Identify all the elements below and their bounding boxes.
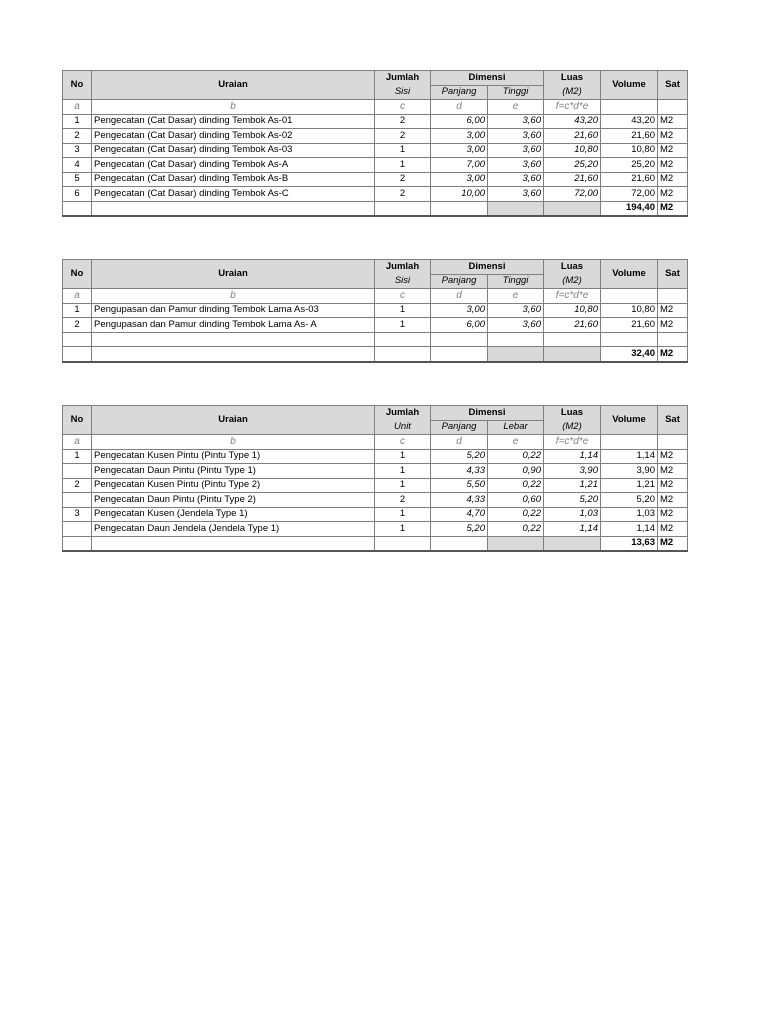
cell-uraian: Pengecatan Daun Pintu (Pintu Type 2) [92, 493, 375, 508]
cell-volume: 21,60 [601, 129, 658, 144]
cell-jumlah: 1 [375, 464, 431, 479]
total-row [63, 347, 688, 362]
cell-dim-1: 3,00 [431, 303, 488, 318]
table-row [63, 143, 688, 158]
cell-jumlah: 1 [375, 478, 431, 493]
empty-cell [431, 201, 488, 216]
shaded-cell [544, 201, 601, 216]
cell-dim-1: 5,20 [431, 449, 488, 464]
cell-jumlah: 2 [375, 129, 431, 144]
cell-uraian: Pengecatan (Cat Dasar) dinding Tembok As-B [92, 172, 375, 187]
header-jumlah: Jumlah [375, 71, 431, 86]
cell-volume: 5,20 [601, 493, 658, 508]
empty-cell [601, 100, 658, 115]
total-volume: 32,40 [601, 347, 658, 362]
cell-jumlah: 1 [375, 143, 431, 158]
cell-no: 2 [63, 478, 92, 493]
cell-sat: M2 [658, 493, 688, 508]
cell-no [63, 464, 92, 479]
cell-dim-1: 4,70 [431, 507, 488, 522]
cell-dim-2: 3,60 [488, 318, 544, 333]
cell-no: 5 [63, 172, 92, 187]
header-luas-unit: (M2) [544, 274, 601, 289]
cell-sat: M2 [658, 478, 688, 493]
cell-uraian: Pengecatan (Cat Dasar) dinding Tembok As-C [92, 187, 375, 202]
empty-cell [658, 100, 688, 115]
header-luas: Luas [544, 260, 601, 275]
cell-dim-2: 3,60 [488, 114, 544, 129]
empty-cell [63, 347, 92, 362]
cell-volume: 43,20 [601, 114, 658, 129]
column-letter: d [431, 100, 488, 115]
column-letters-row [63, 100, 688, 115]
cell-luas: 10,80 [544, 303, 601, 318]
cell-dim-2: 0,22 [488, 522, 544, 537]
cell-jumlah: 1 [375, 449, 431, 464]
header-uraian: Uraian [92, 406, 375, 435]
empty-cell [375, 201, 431, 216]
header-no: No [63, 406, 92, 435]
cell-luas [544, 332, 601, 347]
total-sat: M2 [658, 536, 688, 551]
table-row [63, 493, 688, 508]
cell-uraian [92, 332, 375, 347]
cell-luas: 10,80 [544, 143, 601, 158]
cell-dim-2: 3,60 [488, 303, 544, 318]
shaded-cell [544, 536, 601, 551]
cell-jumlah: 1 [375, 158, 431, 173]
cell-dim-2: 0,60 [488, 493, 544, 508]
table-row [63, 464, 688, 479]
cell-volume: 1,21 [601, 478, 658, 493]
header-sat: Sat [658, 406, 688, 435]
table-row [63, 522, 688, 537]
cell-dim-1: 5,20 [431, 522, 488, 537]
empty-cell [658, 289, 688, 304]
cell-dim-1: 3,00 [431, 172, 488, 187]
cell-jumlah: 1 [375, 318, 431, 333]
total-row [63, 536, 688, 551]
header-sat: Sat [658, 260, 688, 289]
column-letter: a [63, 100, 92, 115]
column-letter: e [488, 289, 544, 304]
cell-luas: 1,21 [544, 478, 601, 493]
header-dimensi: Dimensi [431, 71, 544, 86]
empty-cell [658, 435, 688, 450]
cell-no: 1 [63, 303, 92, 318]
empty-cell [63, 201, 92, 216]
header-dim-1: Panjang [431, 85, 488, 100]
column-letter: e [488, 435, 544, 450]
cell-dim-2: 3,60 [488, 129, 544, 144]
header-jumlah-sub: Unit [375, 420, 431, 435]
cell-sat: M2 [658, 172, 688, 187]
header-jumlah-sub: Sisi [375, 274, 431, 289]
cell-dim-1: 4,33 [431, 464, 488, 479]
cell-no [63, 332, 92, 347]
total-sat: M2 [658, 347, 688, 362]
cell-volume: 1,14 [601, 449, 658, 464]
column-letter: c [375, 289, 431, 304]
cell-jumlah: 2 [375, 493, 431, 508]
column-letter: b [92, 289, 375, 304]
cell-jumlah: 1 [375, 303, 431, 318]
cell-no: 6 [63, 187, 92, 202]
column-letter: e [488, 100, 544, 115]
table-row [63, 172, 688, 187]
cell-dim-1: 5,50 [431, 478, 488, 493]
cell-jumlah: 1 [375, 522, 431, 537]
table-row [63, 129, 688, 144]
empty-cell [92, 347, 375, 362]
cell-dim-2: 0,22 [488, 507, 544, 522]
cell-sat: M2 [658, 187, 688, 202]
cell-dim-2: 3,60 [488, 158, 544, 173]
column-letter: d [431, 289, 488, 304]
header-dimensi: Dimensi [431, 406, 544, 421]
cell-volume: 21,60 [601, 172, 658, 187]
header-dim-1: Panjang [431, 420, 488, 435]
header-dim-2: Tinggi [488, 85, 544, 100]
header-uraian: Uraian [92, 71, 375, 100]
cell-dim-1: 7,00 [431, 158, 488, 173]
empty-cell [92, 201, 375, 216]
cell-uraian: Pengupasan dan Pamur dinding Tembok Lama As-03 [92, 303, 375, 318]
total-row [63, 201, 688, 216]
header-luas-unit: (M2) [544, 85, 601, 100]
cell-jumlah: 1 [375, 507, 431, 522]
cell-jumlah: 2 [375, 187, 431, 202]
empty-cell [601, 435, 658, 450]
empty-cell [601, 289, 658, 304]
cell-volume: 1,03 [601, 507, 658, 522]
cell-volume: 10,80 [601, 143, 658, 158]
cell-dim-1: 4,33 [431, 493, 488, 508]
cell-luas: 21,60 [544, 129, 601, 144]
total-sat: M2 [658, 201, 688, 216]
cell-luas: 43,20 [544, 114, 601, 129]
table-row [63, 187, 688, 202]
cell-uraian: Pengecatan Kusen Pintu (Pintu Type 1) [92, 449, 375, 464]
header-sat: Sat [658, 71, 688, 100]
cell-no: 1 [63, 114, 92, 129]
cell-sat: M2 [658, 522, 688, 537]
cell-dim-2: 0,90 [488, 464, 544, 479]
cell-volume: 1,14 [601, 522, 658, 537]
column-letters-row [63, 289, 688, 304]
cell-volume [601, 332, 658, 347]
cell-no [63, 493, 92, 508]
cell-no: 3 [63, 143, 92, 158]
header-no: No [63, 71, 92, 100]
column-letter: d [431, 435, 488, 450]
column-letter: f=c*d*e [544, 435, 601, 450]
cell-no: 2 [63, 318, 92, 333]
cell-volume: 10,80 [601, 303, 658, 318]
empty-cell [63, 536, 92, 551]
cell-jumlah: 2 [375, 114, 431, 129]
table-row [63, 114, 688, 129]
table-row [63, 303, 688, 318]
cell-dim-2: 0,22 [488, 478, 544, 493]
header-dimensi: Dimensi [431, 260, 544, 275]
cell-volume: 72,00 [601, 187, 658, 202]
cell-luas: 21,60 [544, 318, 601, 333]
header-jumlah-sub: Sisi [375, 85, 431, 100]
column-letter: b [92, 100, 375, 115]
cell-dim-1: 6,00 [431, 318, 488, 333]
empty-cell [92, 536, 375, 551]
cell-uraian: Pengecatan (Cat Dasar) dinding Tembok As-02 [92, 129, 375, 144]
quantity-table [62, 259, 688, 363]
empty-cell [431, 536, 488, 551]
total-volume: 194,40 [601, 201, 658, 216]
header-dim-2: Tinggi [488, 274, 544, 289]
header-luas: Luas [544, 406, 601, 421]
cell-uraian: Pengecatan (Cat Dasar) dinding Tembok As-01 [92, 114, 375, 129]
cell-no [63, 522, 92, 537]
table-row [63, 478, 688, 493]
cell-sat: M2 [658, 303, 688, 318]
cell-luas: 21,60 [544, 172, 601, 187]
header-volume: Volume [601, 406, 658, 435]
cell-volume: 21,60 [601, 318, 658, 333]
header-volume: Volume [601, 260, 658, 289]
shaded-cell [544, 347, 601, 362]
header-luas: Luas [544, 71, 601, 86]
shaded-cell [488, 201, 544, 216]
cell-dim-2: 3,60 [488, 172, 544, 187]
quantity-table [62, 405, 688, 552]
header-no: No [63, 260, 92, 289]
cell-sat: M2 [658, 114, 688, 129]
cell-volume: 3,90 [601, 464, 658, 479]
column-letters-row [63, 435, 688, 450]
column-letter: a [63, 289, 92, 304]
shaded-cell [488, 536, 544, 551]
column-letter: c [375, 100, 431, 115]
cell-sat: M2 [658, 464, 688, 479]
total-volume: 13,63 [601, 536, 658, 551]
cell-uraian: Pengecatan Daun Pintu (Pintu Type 1) [92, 464, 375, 479]
empty-cell [431, 347, 488, 362]
cell-sat: M2 [658, 449, 688, 464]
header-luas-unit: (M2) [544, 420, 601, 435]
header-jumlah: Jumlah [375, 406, 431, 421]
cell-no: 3 [63, 507, 92, 522]
shaded-cell [488, 347, 544, 362]
cell-dim-2: 0,22 [488, 449, 544, 464]
cell-uraian: Pengecatan Daun Jendela (Jendela Type 1) [92, 522, 375, 537]
header-jumlah: Jumlah [375, 260, 431, 275]
column-letter: f=c*d*e [544, 100, 601, 115]
cell-sat: M2 [658, 129, 688, 144]
cell-sat: M2 [658, 143, 688, 158]
cell-jumlah: 2 [375, 172, 431, 187]
cell-dim-1: 3,00 [431, 143, 488, 158]
cell-sat [658, 332, 688, 347]
cell-dim-1: 3,00 [431, 129, 488, 144]
cell-no: 2 [63, 129, 92, 144]
table-row [63, 507, 688, 522]
cell-no: 4 [63, 158, 92, 173]
cell-luas: 1,03 [544, 507, 601, 522]
cell-dim-2: 3,60 [488, 187, 544, 202]
header-uraian: Uraian [92, 260, 375, 289]
cell-uraian: Pengupasan dan Pamur dinding Tembok Lama As- A [92, 318, 375, 333]
cell-uraian: Pengecatan (Cat Dasar) dinding Tembok As-03 [92, 143, 375, 158]
cell-dim-1: 10,00 [431, 187, 488, 202]
cell-dim-1 [431, 332, 488, 347]
table-row [63, 449, 688, 464]
cell-jumlah [375, 332, 431, 347]
column-letter: f=c*d*e [544, 289, 601, 304]
cell-dim-2: 3,60 [488, 143, 544, 158]
cell-uraian: Pengecatan Kusen Pintu (Pintu Type 2) [92, 478, 375, 493]
header-dim-2: Lebar [488, 420, 544, 435]
cell-luas: 5,20 [544, 493, 601, 508]
header-dim-1: Panjang [431, 274, 488, 289]
table-row [63, 332, 688, 347]
cell-luas: 1,14 [544, 522, 601, 537]
table-row [63, 158, 688, 173]
cell-sat: M2 [658, 507, 688, 522]
cell-luas: 72,00 [544, 187, 601, 202]
cell-sat: M2 [658, 318, 688, 333]
empty-cell [375, 536, 431, 551]
cell-dim-2 [488, 332, 544, 347]
cell-luas: 1,14 [544, 449, 601, 464]
cell-dim-1: 6,00 [431, 114, 488, 129]
cell-uraian: Pengecatan (Cat Dasar) dinding Tembok As-A [92, 158, 375, 173]
header-volume: Volume [601, 71, 658, 100]
cell-sat: M2 [658, 158, 688, 173]
quantity-table [62, 70, 688, 217]
column-letter: a [63, 435, 92, 450]
cell-luas: 3,90 [544, 464, 601, 479]
column-letter: c [375, 435, 431, 450]
cell-volume: 25,20 [601, 158, 658, 173]
cell-luas: 25,20 [544, 158, 601, 173]
table-row [63, 318, 688, 333]
cell-uraian: Pengecatan Kusen (Jendela Type 1) [92, 507, 375, 522]
cell-no: 1 [63, 449, 92, 464]
empty-cell [375, 347, 431, 362]
column-letter: b [92, 435, 375, 450]
